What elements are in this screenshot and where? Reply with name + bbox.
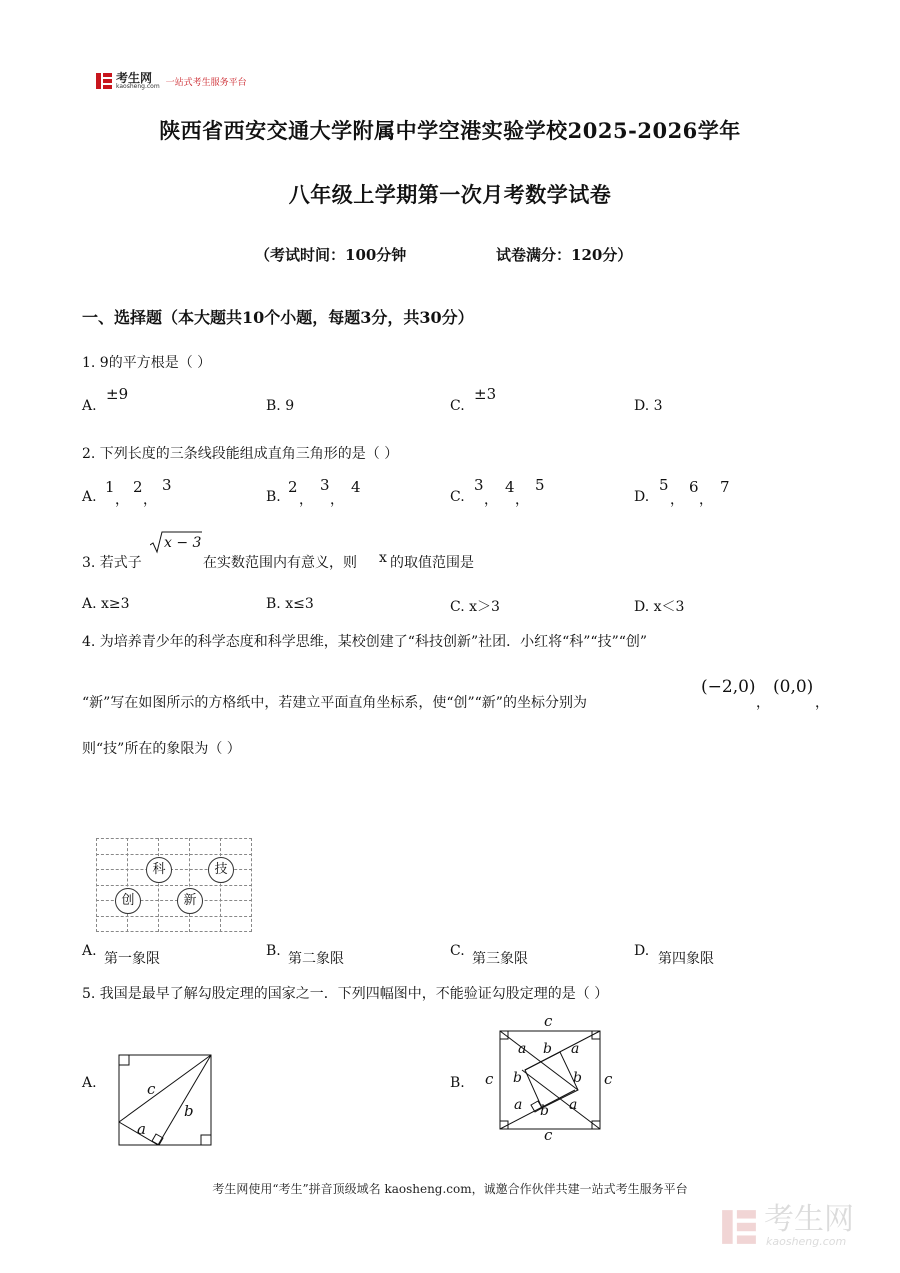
- q1-option-a-label: A.: [82, 398, 97, 414]
- q4-line3: 则“技”所在的象限为（ ）: [82, 741, 241, 757]
- exam-title-line2: 八年级上学期第一次月考数学试卷: [288, 182, 612, 207]
- q2-option-c-n2: 4: [505, 478, 515, 496]
- section-heading: 一、选择题（本大题共10个小题，每题3分，共30分）: [82, 308, 474, 327]
- q4-option-b-text: 第二象限: [288, 951, 344, 967]
- q4-line2: “新”写在如图所示的方格纸中，若建立平面直角坐标系，使“创”“新”的坐标分别为: [82, 695, 587, 711]
- q2-option-d-comma2: ，: [699, 492, 713, 508]
- q3-variable: x: [379, 550, 387, 566]
- q2-option-b-label: B.: [266, 489, 281, 505]
- q1-option-c-label: C.: [450, 398, 465, 414]
- q3-radical: [150, 530, 202, 554]
- q4-option-b-label: B.: [266, 943, 281, 959]
- exam-title-line1: 陕西省西安交通大学附属中学空港实验学校2025-2026学年: [159, 118, 741, 143]
- q2-option-c-n3: 5: [535, 476, 545, 494]
- q5-option-b-label: B.: [450, 1075, 465, 1091]
- q1-option-a-value: ±9: [106, 385, 129, 403]
- q4-coord1: (−2,0): [701, 677, 756, 697]
- q2-option-a-n1: 1: [105, 478, 115, 496]
- trapezoid-figure-icon: [110, 1050, 220, 1150]
- header-logo[interactable]: [95, 72, 247, 90]
- q3-option-c: C. x＞3: [450, 599, 500, 615]
- fig-b-top-c: c: [544, 1012, 553, 1030]
- footer-text: 考生网使用“考生”拼音顶级域名 kaosheng.com，诚邀合作伙伴共建一站式考生服务平台: [212, 1182, 688, 1196]
- q4-coord2: (0,0): [773, 677, 814, 697]
- q2-option-a-n3: 3: [162, 476, 172, 494]
- q2-option-b-n2: 3: [320, 476, 330, 494]
- fig-a-label-c: c: [147, 1080, 156, 1098]
- kaosheng-logo-icon: [95, 72, 113, 90]
- grid-char-chuang: 创: [115, 888, 141, 914]
- fig-b-a1: a: [518, 1041, 527, 1057]
- q1-option-d: D. 3: [634, 398, 663, 414]
- q2-option-a-comma1: ，: [115, 492, 129, 508]
- q4-grid-figure: [96, 838, 252, 932]
- q3-stem-post: 在实数范围内有意义，则: [203, 555, 357, 571]
- q5-figure-a: [110, 1050, 220, 1150]
- grid-char-ji: 技: [208, 857, 234, 883]
- q3-option-b: B. x≤3: [266, 596, 314, 612]
- fig-b-bottom-c: c: [544, 1126, 553, 1144]
- fig-a-label-a: a: [137, 1120, 146, 1138]
- q3-option-d: D. x＜3: [634, 599, 685, 615]
- q2-option-c-comma1: ，: [484, 492, 498, 508]
- logo-slogan: 一站式考生服务平台: [165, 77, 247, 88]
- fig-b-right-c: c: [604, 1070, 613, 1088]
- watermark-domain: kaosheng.com: [766, 1235, 847, 1248]
- q4-line1: 4. 为培养青少年的科学态度和科学思维，某校创建了“科技创新”社团．小红将“科”“技”“创”: [82, 634, 648, 650]
- q2-option-c-label: C.: [450, 489, 465, 505]
- grid-char-ke: 科: [146, 857, 172, 883]
- exam-score: 试卷满分：120分）: [496, 246, 633, 264]
- q3-stem-pre: 3. 若式子: [82, 555, 142, 571]
- q2-option-a-label: A.: [82, 489, 97, 505]
- fig-b-a4: a: [569, 1097, 578, 1113]
- q4-end: ，: [815, 695, 829, 711]
- q2-option-b-comma1: ，: [299, 492, 313, 508]
- fig-b-b2: b: [513, 1070, 522, 1086]
- q5-figure-b: [480, 1012, 620, 1148]
- kaosheng-watermark-icon: [720, 1208, 758, 1246]
- exam-time: （考试时间：100分钟: [255, 246, 407, 264]
- fig-b-b1: b: [543, 1041, 552, 1057]
- q2-option-d-label: D.: [634, 489, 650, 505]
- q2-option-c-comma2: ，: [515, 492, 529, 508]
- q4-option-c-text: 第三象限: [472, 951, 528, 967]
- q2-option-b-n3: 4: [351, 478, 361, 496]
- fig-b-b4: b: [540, 1103, 549, 1119]
- q3-stem-post2: 的取值范围是: [390, 555, 474, 571]
- q5-option-a-label: A.: [82, 1075, 97, 1091]
- q2-stem: 2. 下列长度的三条线段能组成直角三角形的是（ ）: [82, 446, 399, 462]
- fig-b-b3: b: [573, 1070, 582, 1086]
- q4-option-d-text: 第四象限: [658, 951, 714, 967]
- q2-option-c-n1: 3: [474, 476, 484, 494]
- q4-option-a-text: 第一象限: [104, 951, 160, 967]
- q1-option-c-value: ±3: [474, 385, 497, 403]
- watermark-name: 考生网: [764, 1202, 854, 1237]
- q2-option-b-comma2: ，: [330, 492, 344, 508]
- q2-option-d-n3: 7: [720, 478, 730, 496]
- fig-b-a3: a: [514, 1097, 523, 1113]
- q2-option-b-n1: 2: [288, 478, 298, 496]
- logo-domain: kaosheng.com: [116, 83, 160, 90]
- q2-option-d-n1: 5: [659, 476, 669, 494]
- q4-option-c-label: C.: [450, 943, 465, 959]
- q2-option-a-comma2: ，: [143, 492, 157, 508]
- q3-option-a: A. x≥3: [82, 596, 130, 612]
- q5-stem: 5. 我国是最早了解勾股定理的国家之一．下列四幅图中，不能验证勾股定理的是（ ）: [82, 986, 609, 1002]
- fig-b-left-c: c: [485, 1070, 494, 1088]
- q3-radicand: x − 3: [164, 535, 202, 551]
- q2-option-d-comma1: ，: [670, 492, 684, 508]
- q4-option-a-label: A.: [82, 943, 97, 959]
- q4-option-d-label: D.: [634, 943, 650, 959]
- q2-option-a-n2: 2: [133, 478, 143, 496]
- q1-option-b: B. 9: [266, 398, 295, 414]
- q4-sep: ，: [756, 695, 770, 711]
- q2-option-d-n2: 6: [689, 478, 699, 496]
- q1-stem: 1. 9的平方根是（ ）: [82, 355, 212, 371]
- grid-char-xin: 新: [177, 888, 203, 914]
- watermark: [720, 1202, 854, 1248]
- logo-name: 考生网: [116, 71, 153, 85]
- fig-b-a2: a: [571, 1041, 580, 1057]
- fig-a-label-b: b: [184, 1102, 194, 1120]
